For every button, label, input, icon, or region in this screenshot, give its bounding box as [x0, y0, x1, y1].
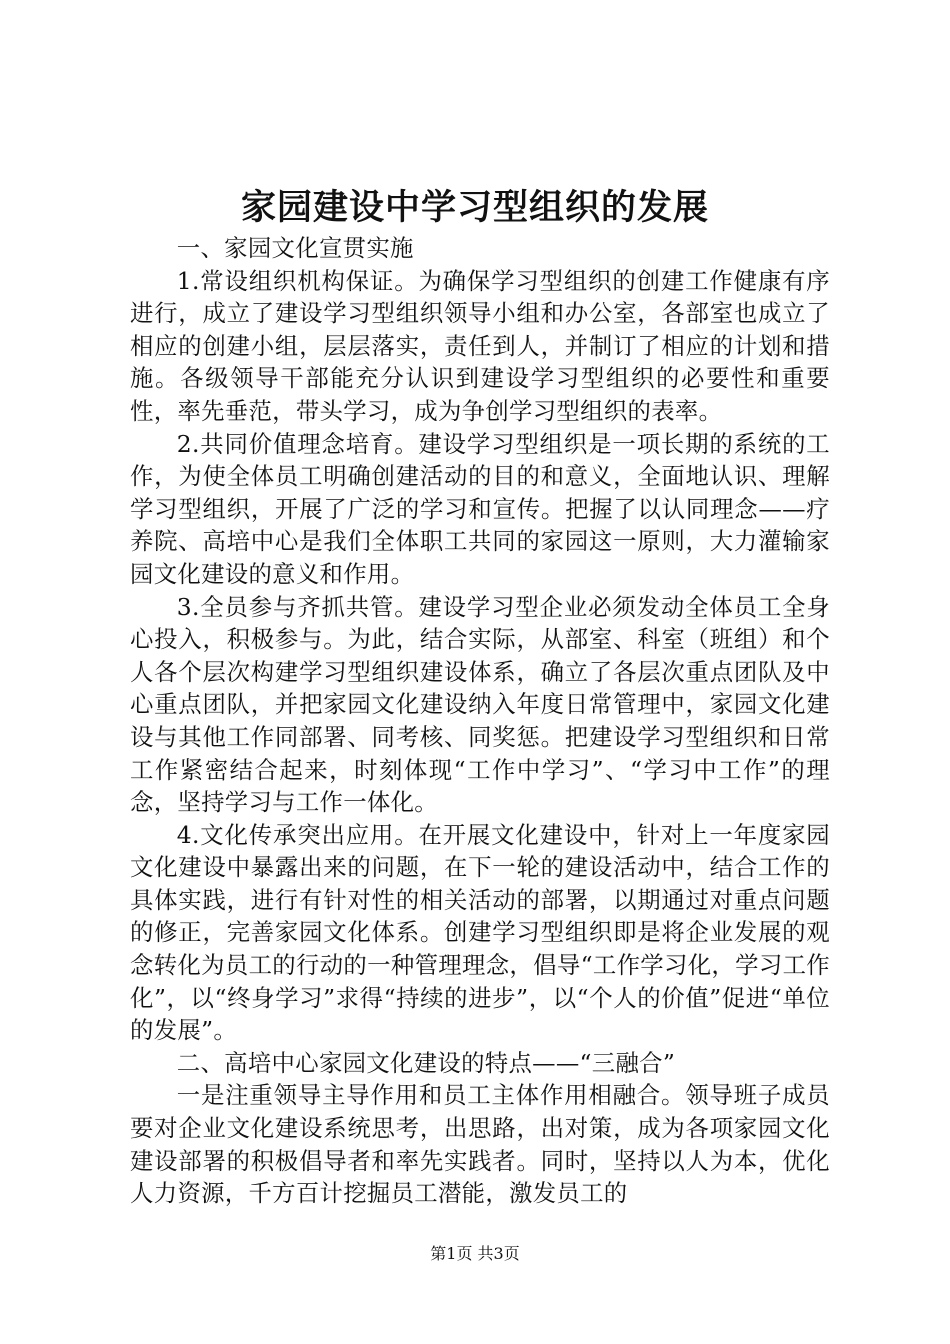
- paragraph-2: 2.共同价值理念培育。建设学习型组织是一项长期的系统的工作，为使全体员工明确创建活动的目的和意义，全面地认识、理解学习型组织，开展了广泛的学习和宣传。把握了以认同理念——疗养院、高培中心是我们全体职工共同的家园这一原则，大力灌输家园文化建设的意义和作用。: [130, 429, 830, 588]
- document-body: [130, 232, 830, 1210]
- paragraph-1: 1.常设组织机构保证。为确保学习型组织的创建工作健康有序进行，成立了建设学习型组织领导小组和办公室，各部室也成立了相应的创建小组，层层落实，责任到人，并制订了相应的计划和措施。各级领导干部能充分认识到建设学习型组织的必要性和重要性，率先垂范，带头学习，成为争创学习型组织的表率。: [130, 266, 830, 425]
- paragraph-5: 一是注重领导主导作用和员工主体作用相融合。领导班子成员要对企业文化建设系统思考，出思路，出对策，成为各项家园文化建设部署的积极倡导者和率先实践者。同时，坚持以人为本，优化人力资源，千方百计挖掘员工潜能，激发员工的: [130, 1081, 830, 1208]
- section-heading-1: 一、家园文化宣贯实施: [176, 234, 414, 262]
- section-heading-2: 二、高培中心家园文化建设的特点——“三融合”: [176, 1048, 676, 1077]
- page-footer: 第1页 共3页: [430, 1244, 520, 1263]
- paragraph-4: 4.文化传承突出应用。在开展文化建设中，针对上一年度家园文化建设中暴露出来的问题，在下一轮的建设活动中，结合工作的具体实践，进行有针对性的相关活动的部署，以期通过对重点问题的修正，完善家园文化体系。创建学习型组织即是将企业发展的观念转化为员工的行动的一种管理理念，倡导“工作学习化，学习工作化”，以“终身学习”求得“持续的进步”，以“个人的价值”促进“单位的发展”。: [130, 820, 830, 1045]
- document-title: 家园建设中学习型组织的发展: [240, 187, 709, 228]
- paragraph-3: 3.全员参与齐抓共管。建设学习型企业必须发动全体员工全身心投入，积极参与。为此，结合实际，从部室、科室（班组）和个人各个层次构建学习型组织建设体系，确立了各层次重点团队及中心重点团队，并把家园文化建设纳入年度日常管理中，家园文化建设与其他工作同部署、同考核、同奖惩。把建设学习型组织和日常工作紧密结合起来，时刻体现“工作中学习”、“学习中工作”的理念，坚持学习与工作一体化。: [130, 592, 830, 817]
